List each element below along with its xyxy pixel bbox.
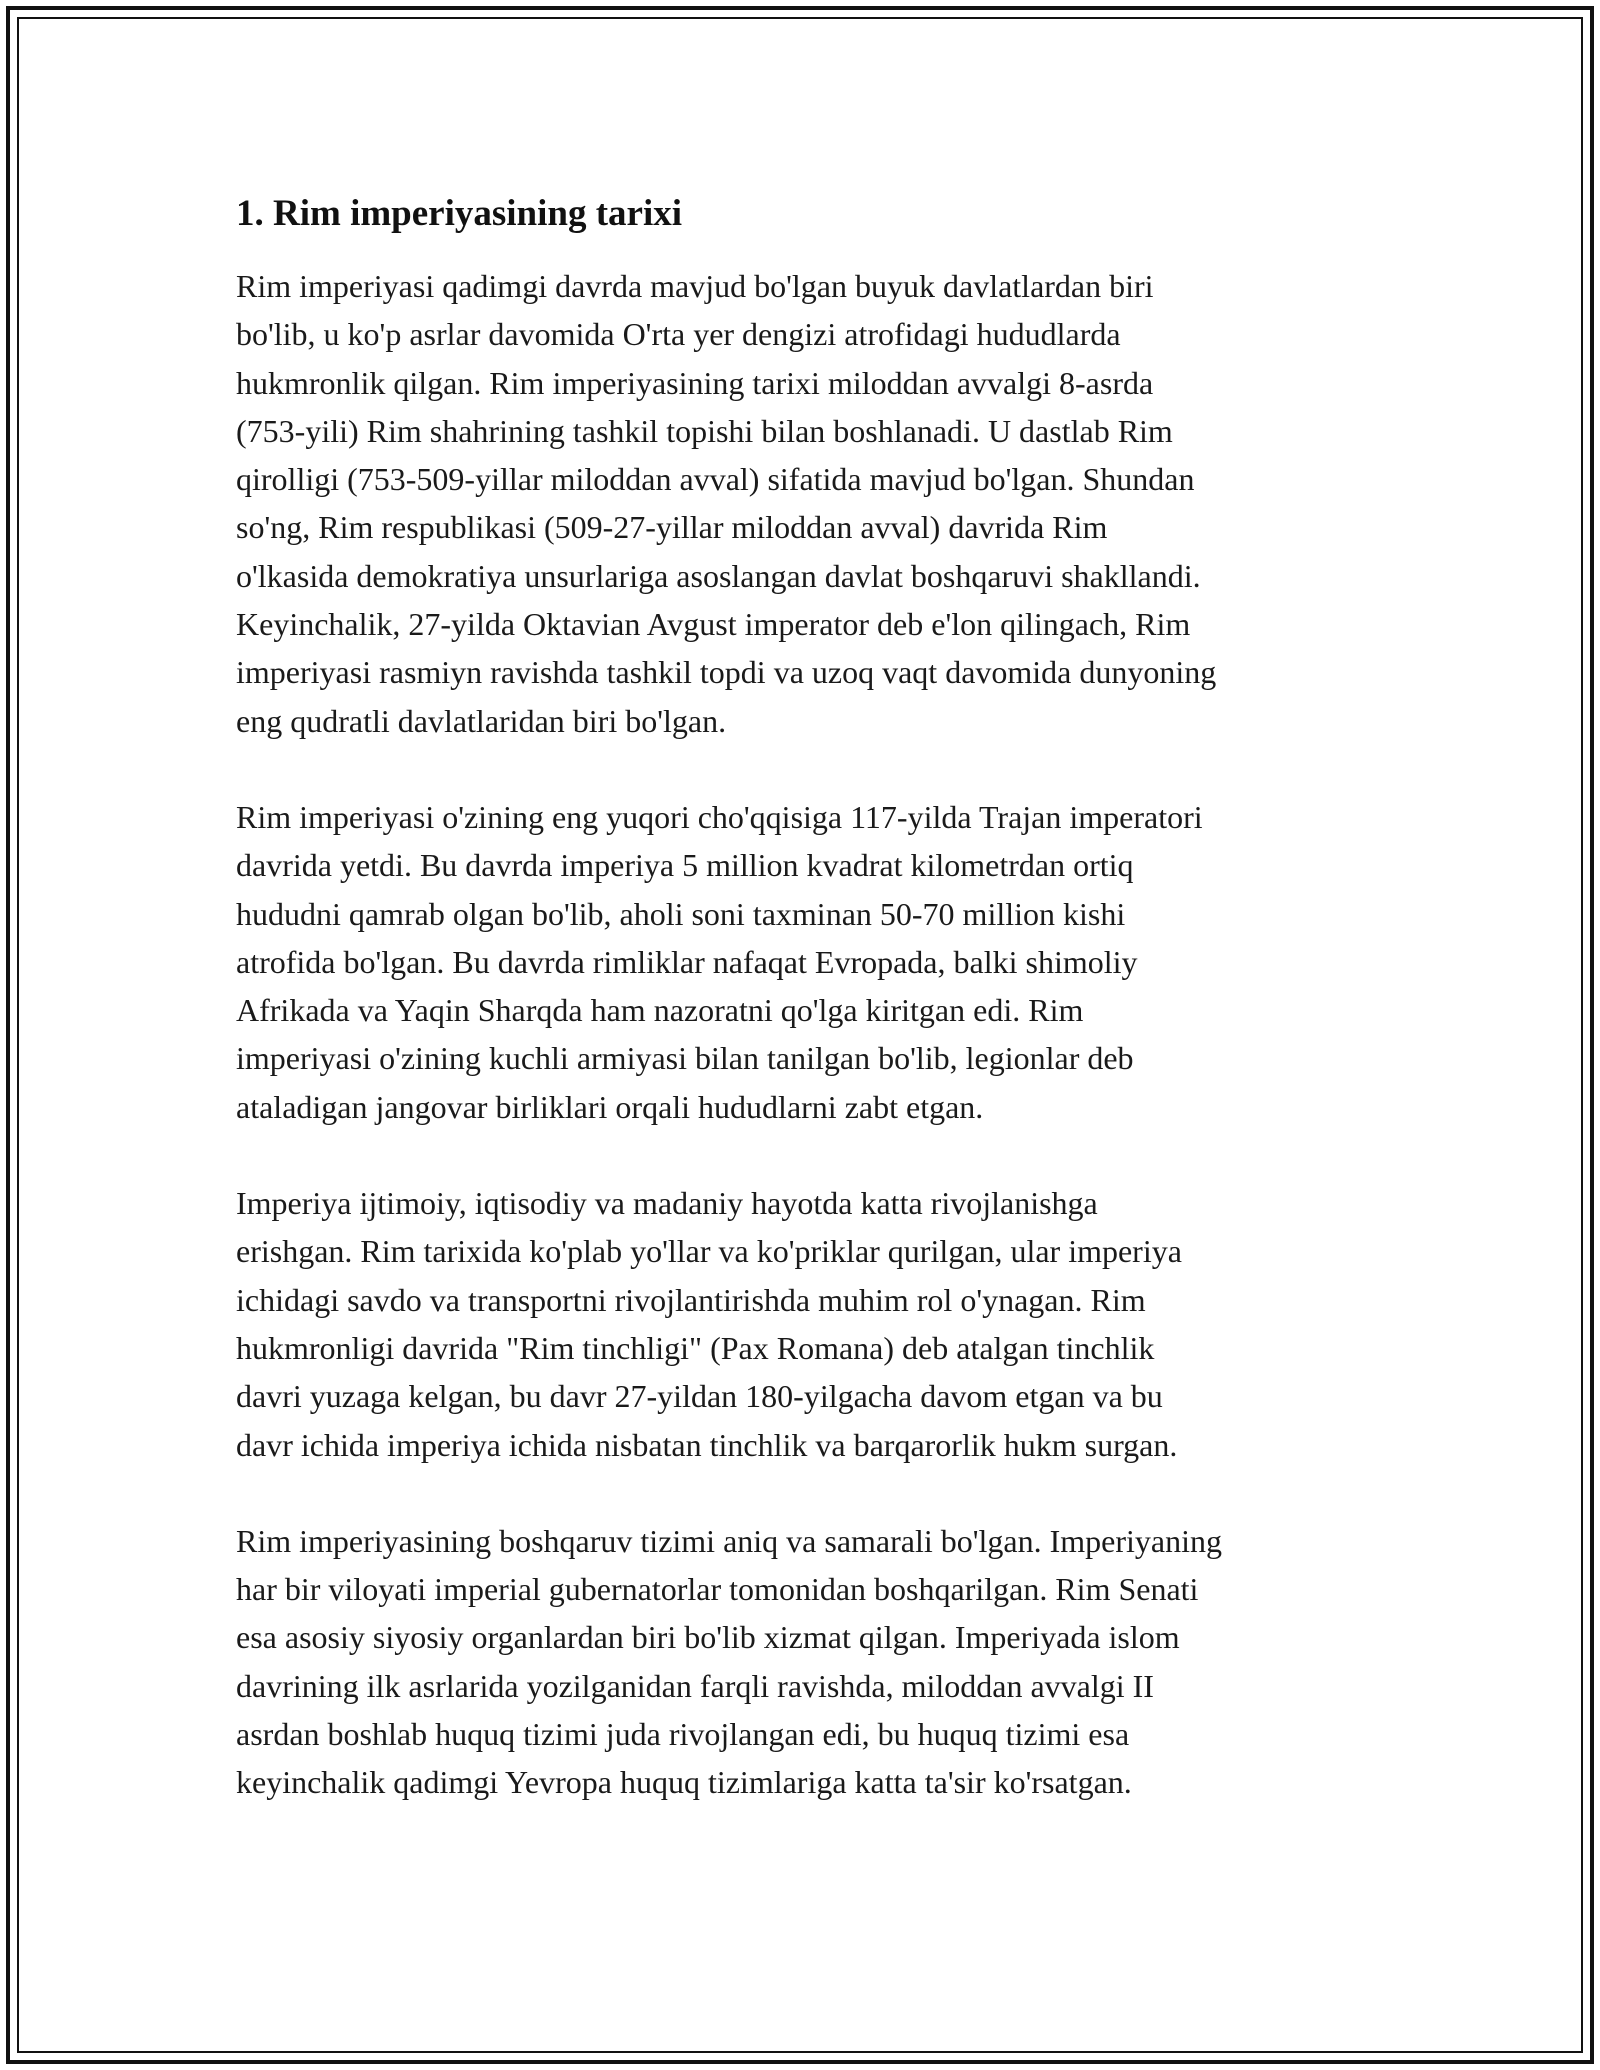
paragraph-3: Imperiya ijtimoiy, iqtisodiy va madaniy hayotda katta rivojlanishga erishgan. Rim tarixida ko'plab yo'llar va ko'priklar qurilgan, ular imperiya ichidagi savdo va transportni rivojlantirishda muhim rol o'ynagan. Rim hukmronligi davrida "Rim tinchligi" (Pax Romana) deb atalgan tinchlik davri yuzaga kelgan, bu davr 27-yildan 180-yilgacha davom etgan va bu davr ichida imperiya ichida nisbatan tinchlik va barqarorlik hukm surgan. bbox=[236, 1185, 1182, 1463]
paragraph-4: Rim imperiyasining boshqaruv tizimi aniq va samarali bo'lgan. Imperiyaning har bir viloyati imperial gubernatorlar tomonidan boshqarilgan. Rim Senati esa asosiy siyosiy organlardan biri bo'lib xizmat qilgan. Imperiyada islom davrining ilk asrlarida yozilganidan farqli ravishda, miloddan avvalgi II asrdan boshlab huquq tizimi juda rivojlangan edi, bu huquq tizimi esa keyinchalik qadimgi Yevropa huquq tizimlariga katta ta'sir ko'rsatgan. bbox=[236, 1522, 1222, 1801]
paragraph-1: Rim imperiyasi qadimgi davrda mavjud bo'lgan buyuk davlatlardan biri bo'lib, u ko'p asrlar davomida O'rta yer dengizi atrofidagi hududlarda hukmronlik qilgan. Rim imperiyasining tarixi miloddan avvalgi 8-asrda (753-yili) Rim shahrining tashkil topishi bilan boshlanadi. U dastlab Rim qirolligi (753-509-yillar miloddan avval) sifatida mavjud bo'lgan. Shundan so'ng, Rim respublikasi (509-27-yillar miloddan avval) davrida Rim o'lkasida demokratiya unsurlariga asoslangan davlat boshqaruvi shakllandi. Keyinchalik, 27-yilda Oktavian Avgust imperator deb e'lon qilingach, Rim imperiyasi rasmiyn ravishda tashkil topdi va uzoq vaqt davomida dunyoning eng qudratli davlatlaridan biri bo'lgan. bbox=[236, 268, 1217, 739]
section-heading: 1. Rim imperiyasining tarixi bbox=[236, 193, 683, 234]
paragraph-2: Rim imperiyasi o'zining eng yuqori cho'qqisiga 117-yilda Trajan imperatori davrida yetdi. Bu davrda imperiya 5 million kvadrat kilometrdan ortiq hududni qamrab olgan bo'lib, aholi soni taxminan 50-70 million kishi atrofida bo'lgan. Bu davrda rimliklar nafaqat Evropada, balki shimoliy Afrikada va Yaqin Sharqda ham nazoratni qo'lga kiritgan edi. Rim imperiyasi o'zining kuchli armiyasi bilan tanilgan bo'lib, legionlar deb ataladigan jangovar birliklari orqali hududlarni zabt etgan. bbox=[236, 798, 1203, 1125]
document-body bbox=[236, 186, 1376, 1855]
